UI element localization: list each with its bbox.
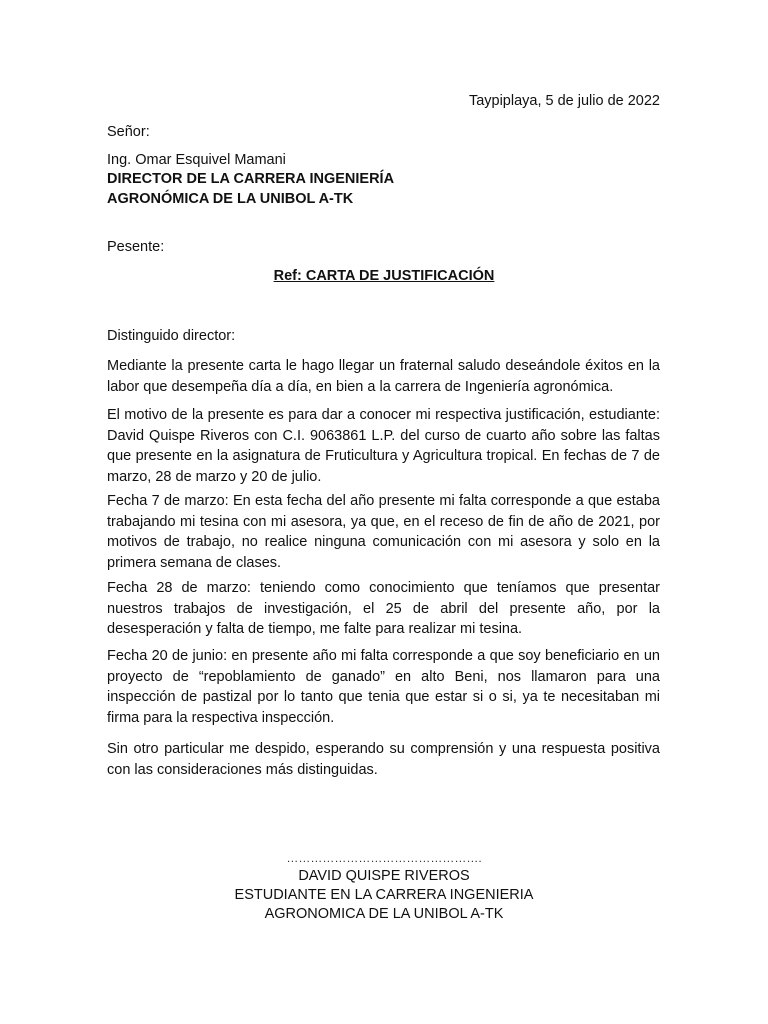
letter-date: Taypiplaya, 5 de julio de 2022 (468, 93, 660, 109)
recipient-role-line-1: DIRECTOR DE LA CARRERA INGENIERÍA (107, 171, 395, 187)
greeting: Distinguido director: (107, 328, 236, 344)
body-paragraph-4: Fecha 28 de marzo: teniendo como conocimiento que teníamos que presentar nuestros trabajos de investigación, el 25 de abril del presente año, por la desesperación y falta de tiempo, me falte para realizar mi tesina. (107, 580, 660, 637)
body-paragraph-1: Mediante la presente carta le hago llegar un fraternal saludo deseándole éxitos en la labor que desempeña día a día, en bien a la carrera de Ingeniería agronómica. (107, 358, 660, 395)
signature-name: DAVID QUISPE RIVEROS (298, 868, 470, 884)
signature-role-line-1: ESTUDIANTE EN LA CARRERA INGENIERIA (234, 887, 534, 903)
body-paragraph-6: Sin otro particular me despido, esperando su comprensión y una respuesta positiva con las consideraciones más distinguidas. (107, 741, 660, 778)
signature-role-line-2: AGRONOMICA DE LA UNIBOL A-TK (264, 906, 504, 922)
body-paragraph-3: Fecha 7 de marzo: En esta fecha del año presente mi falta corresponde a que estaba trabajando mi tesina con mi asesora, ya que, en el receso de fin de año de 2021, por motivos de trabajo, no realice ninguna comunicación con mi asesora y solo en la primera semana de clases. (107, 493, 660, 571)
presente-label: Pesente: (107, 239, 165, 255)
recipient-role-line-2: AGRONÓMICA DE LA UNIBOL A-TK (107, 191, 354, 207)
body-paragraph-2: El motivo de la presente es para dar a conocer mi respectiva justificación, estudiante: David Quispe Riveros con C.I. 9063861 L.P. del curso de cuarto año sobre las faltas que presente en la asignatura de Fruticultura y Agricultura tropical. En fechas de 7 de marzo, 28 de marzo y 20 de julio. (107, 407, 660, 485)
body-paragraph-5: Fecha 20 de junio: en presente año mi falta corresponde a que soy beneficiario en un proyecto de “repoblamiento de ganado” en alto Beni, nos llamaron para una inspección de pastizal por lo tanto que tenia que estar si o si, ya te necesitaban mi firma para la respectiva inspección. (107, 648, 660, 726)
signature-line: …………………………………………. (286, 851, 482, 865)
recipient-name: Ing. Omar Esquivel Mamani (107, 152, 286, 168)
reference-heading: Ref: CARTA DE JUSTIFICACIÓN (273, 268, 495, 284)
salutation-title: Señor: (107, 124, 150, 140)
